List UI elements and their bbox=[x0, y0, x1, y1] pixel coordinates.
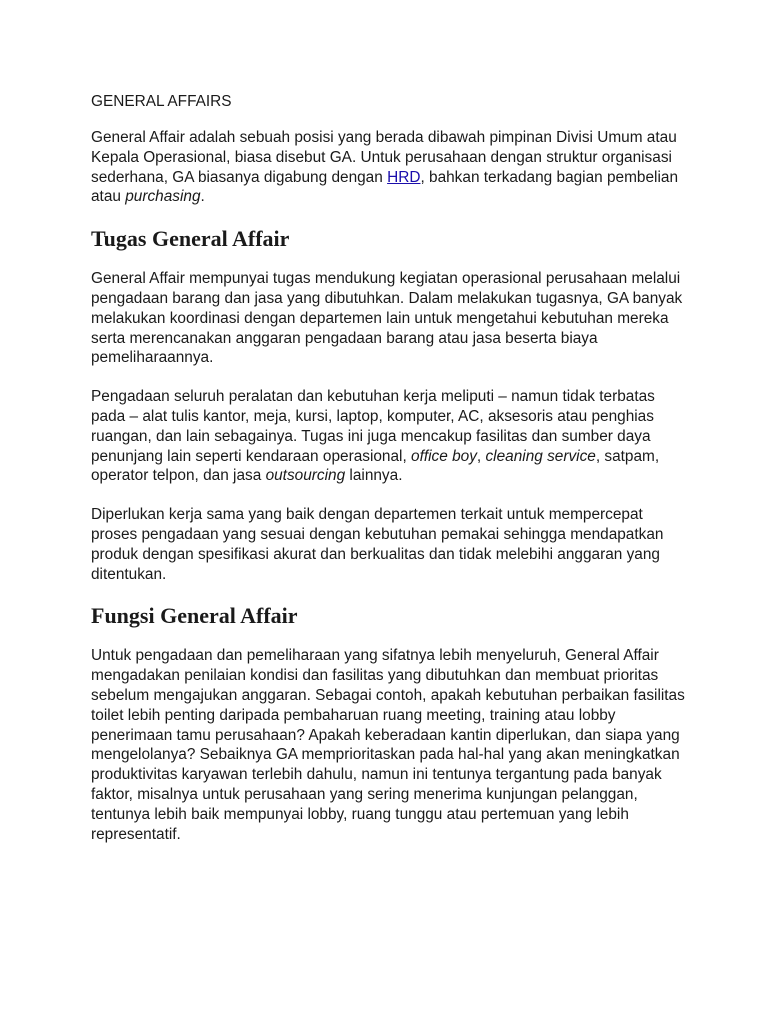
tugas-paragraph-1: General Affair mempunyai tugas mendukung kegiatan operasional perusahaan melalui pengadaan barang dan jasa yang dibutuhkan. Dalam melakukan tugasnya, GA banyak melakukan koordinasi dengan departemen lain untuk mengetahui kebutuhan mereka serta merencanakan anggaran pengadaan barang atau jasa beserta biaya pemeliharaannya. bbox=[91, 270, 683, 367]
tugas-p2-italic-office-boy: office boy bbox=[411, 447, 477, 465]
tugas-p2-text-1: Pengadaan seluruh peralatan dan kebutuhan kerja meliputi – namun tidak terbatas pada – alat tulis kantor, meja, kursi, laptop, komputer, AC, aksesoris atau penghias ruangan, dan lain sebagainya. Tugas ini juga mencakup fasilitas dan sumber daya penunjang lain seperti kendaraan operasional, bbox=[91, 388, 655, 465]
fungsi-paragraph-1: Untuk pengadaan dan pemeliharaan yang sifatnya lebih menyeluruh, General Affair mengadakan penilaian kondisi dan fasilitas yang dibutuhkan dan membuat prioritas sebelum mengajukan anggaran. Sebagai contoh, apakah kebutuhan perbaikan fasilitas toilet lebih penting daripada pembaharuan ruang meeting, training atau lobby penerimaan tamu perusahaan? Apakah keberadaan kantin diperlukan, dan siapa yang mengelolanya? Sebaiknya GA memprioritaskan pada hal-hal yang akan meningkatkan produktivitas karyawan terlebih dahulu, namun ini tentunya tergantung pada banyak faktor, misalnya untuk perusahaan yang sering menerima kunjungan pelanggan, tentunya lebih baik mempunyai lobby, ruang tunggu atau pertemuan yang lebih representatif. bbox=[91, 647, 685, 843]
intro-paragraph bbox=[91, 128, 691, 207]
section-heading-tugas: Tugas General Affair bbox=[91, 226, 290, 252]
intro-text-3: . bbox=[200, 188, 205, 206]
section-heading-fungsi: Fungsi General Affair bbox=[91, 603, 298, 629]
intro-text-1: General Affair adalah sebuah posisi yang berada dibawah pimpinan Divisi Umum atau Kepala Operasional, biasa disebut GA. Untuk perusahaan dengan struktur organisasi sederhana, GA biasanya digabung dengan bbox=[91, 129, 677, 186]
intro-italic-purchasing: purchasing bbox=[125, 188, 201, 206]
document-title: GENERAL AFFAIRS bbox=[91, 93, 232, 110]
tugas-p2-text-3: lainnya. bbox=[345, 467, 403, 485]
tugas-p2-italic-cleaning-service: cleaning service bbox=[485, 447, 596, 465]
tugas-paragraph-3: Diperlukan kerja sama yang baik dengan departemen terkait untuk mempercepat proses pengadaan yang sesuai dengan kebutuhan pemakai sehingga mendapatkan produk dengan spesifikasi akurat dan berkualitas dan tidak melebihi anggaran yang ditentukan. bbox=[91, 506, 664, 583]
tugas-p2-italic-outsourcing: outsourcing bbox=[265, 467, 346, 485]
hrd-link[interactable]: HRD bbox=[387, 168, 421, 186]
tugas-paragraph-2 bbox=[91, 387, 691, 486]
document-page bbox=[91, 92, 691, 863]
tugas-p2-separator: , bbox=[476, 447, 486, 465]
intro-text-2: , bahkan terkadang bagian pembelian atau bbox=[91, 168, 679, 206]
tugas-p2-text-2: , satpam, operator telpon, dan jasa bbox=[91, 447, 660, 485]
